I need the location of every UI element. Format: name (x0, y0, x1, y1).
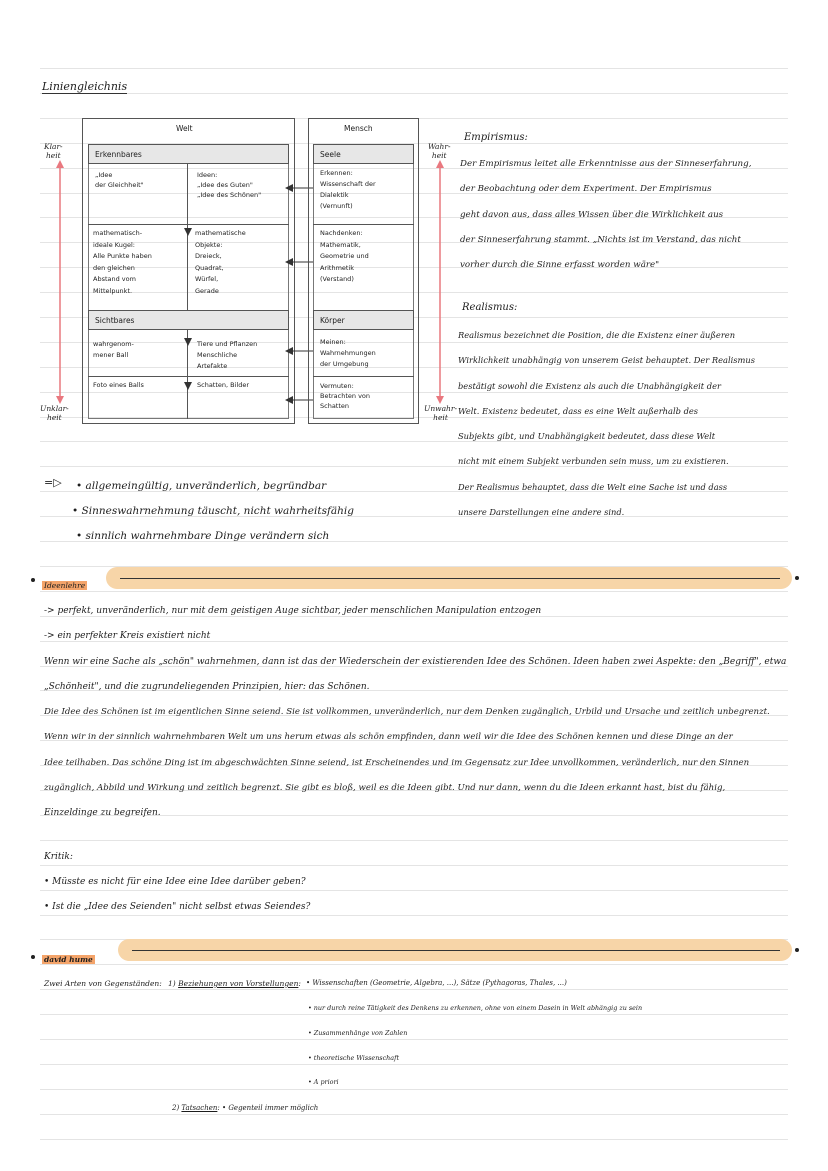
erkennbares-label: Erkennbares (95, 150, 142, 159)
hume-label: david hume (44, 955, 93, 964)
realismus-line: nicht mit einem Subjekt verbunden sein muss, um zu existieren. (458, 456, 729, 467)
welt-title: Welt (176, 124, 193, 133)
ruled-line (40, 1089, 788, 1090)
hume-banner (118, 939, 792, 961)
ruled-line (40, 1014, 788, 1015)
ideenlehre-banner (106, 567, 792, 589)
ruled-line (40, 1039, 788, 1040)
ideenlehre-line: Die Idee des Schönen ist im eigentlichen Sinne seiend. Sie ist vollkommen, unveränderlich, nur dem Denken zugänglich, Urbild und Ursache und zeitlich unbegrenzt. (44, 707, 770, 718)
cell-vermuten: Vermuten: Betrachten von Schatten (320, 382, 371, 410)
ruled-line (40, 890, 788, 891)
label-wahrheit: Wahr- heit (428, 142, 451, 160)
banner-rule (120, 578, 780, 579)
empirismus-line: vorher durch die Sinne erfasst worden wäre" (460, 260, 660, 271)
label-unwahrheit: Unwahr- heit (424, 404, 457, 422)
kritik-item: • Ist die „Idee des Seienden" nicht selbst etwas Seiendes? (44, 902, 311, 912)
cell-meinen: Meinen: Wahrnehmungen der Umgebung (320, 338, 376, 368)
cell-foto: Foto eines Balls (93, 381, 144, 389)
realismus-line: bestätigt sowohl die Existenz als auch die Unabhängigkeit der (458, 380, 721, 391)
mensch-title: Mensch (344, 124, 373, 133)
conclusion-bullet: • Sinneswahrnehmung täuscht, nicht wahrheitsfähig (72, 505, 354, 517)
cell-nachdenken: Nachdenken: Mathematik, Geometrie und Arithmetik (Verstand) (320, 229, 369, 283)
hume-item-1 (168, 979, 301, 988)
ruled-line (40, 865, 788, 866)
ideenlehre-line: Wenn wir in der sinnlich wahrnehmbaren Welt um uns herum etwas als schön empfinden, dann weil wir die Idee des Schönen kennen und diese Dinge an der (44, 732, 733, 743)
realismus-heading: Realismus: (462, 302, 518, 313)
hume-item-1-colon: : (298, 979, 301, 988)
conclusion-arrow: =▷ (44, 476, 62, 489)
ruled-line (40, 591, 788, 592)
hume-item-2-label: Tatsachen (181, 1104, 218, 1112)
ruled-line (40, 964, 788, 965)
kritik-heading: Kritik: (44, 852, 73, 862)
ruled-line (40, 840, 788, 841)
cell-ball: wahrgenom- mener Ball (93, 340, 134, 359)
label-klarheit: Klar- heit (44, 142, 63, 160)
hume-item-1-bullet: • nur durch reine Tätigkeit des Denkens zu erkennen, ohne von einem Dasein in Welt abhängig zu sein (308, 1004, 643, 1012)
cell-tiere: Tiere und Pflanzen Menschliche Artefakte (197, 340, 258, 370)
bullet-dot (795, 576, 799, 580)
hume-intro: Zwei Arten von Gegenständen: (44, 979, 162, 988)
hume-heading (42, 955, 95, 964)
empirismus-line: der Sinneserfahrung stammt. „Nichts ist im Verstand, das nicht (460, 234, 741, 245)
seele-label: Seele (320, 150, 341, 159)
ruled-line (40, 1064, 788, 1065)
ruled-line (40, 1139, 788, 1140)
banner-rule (132, 950, 780, 951)
empirismus-text (460, 152, 790, 278)
conclusion-text: sinnlich wahrnehmbare Dinge verändern sich (85, 530, 330, 542)
realismus-line: Der Realismus behauptet, dass die Welt eine Sache ist und dass (458, 481, 728, 492)
cell-schatten: Schatten, Bilder (197, 381, 250, 389)
realismus-line: unsere Darstellungen eine andere sind. (458, 507, 625, 518)
hume-item-1-bullet: • Wissenschaften (Geometrie, Algebra, ...), Sätze (Pythagoras, Thales, ...) (306, 979, 567, 987)
conclusion-bullet: • allgemeingültig, unveränderlich, begründbar (76, 480, 327, 492)
ideenlehre-line: -> ein perfekter Kreis existiert nicht (44, 631, 211, 642)
ruled-line (40, 68, 788, 69)
conclusion-text: Sinneswahrnehmung täuscht, nicht wahrheitsfähig (81, 505, 354, 517)
hume-item-1-num: 1) (168, 979, 176, 988)
ideenlehre-line: Idee teilhaben. Das schöne Ding ist im abgeschwächten Sinne seiend, ist Erscheinendes und im Gegensatz zur Idee unvollkommen, veränderlich, nur den Sinnen (44, 757, 750, 768)
hume-item-1-bullet: • A priori (308, 1078, 339, 1086)
ruled-line (40, 93, 788, 94)
truth-arrow (434, 160, 446, 404)
ideenlehre-line: Wenn wir eine Sache als „schön" wahrnehmen, dann ist das der Wiederschein der existierenden Idee des Schönen. Ideen haben zwei Aspekte: den „Begriff", etwa (44, 656, 787, 667)
realismus-line: Realismus bezeichnet die Position, die die Existenz einer äußeren (458, 330, 736, 340)
realismus-line: Wirklichkeit unabhängig von unserem Geist behauptet. Der Realismus (458, 355, 756, 366)
sichtbares-label: Sichtbares (95, 316, 135, 325)
empirismus-line: der Beobachtung oder dem Experiment. Der Empirismus (460, 184, 712, 195)
cell-idee-gleichheit: „Idee der Gleichheit" (95, 171, 144, 189)
ruled-line (40, 1114, 788, 1115)
hume-item-2-text: : • Gegenteil immer möglich (217, 1104, 319, 1112)
ideenlehre-text (44, 599, 792, 827)
cell-ideen: Ideen: „Idee des Guten" „Idee des Schönen" (197, 171, 262, 199)
empirismus-heading: Empirismus: (464, 132, 528, 143)
kritik-item: • Müsste es nicht für eine Idee eine Idee darüber geben? (44, 877, 306, 887)
mensch-row-divider-1 (313, 224, 414, 225)
conclusion-text: allgemeingültig, unveränderlich, begründbar (85, 480, 327, 492)
bullet-dot (795, 948, 799, 952)
mensch-row-divider-2 (313, 376, 414, 377)
label-unklarheit: Unklar- heit (40, 404, 69, 422)
ruled-line (40, 989, 788, 990)
ideenlehre-line: „Schönheit", und die zugrundeliegenden Prinzipien, hier: das Schönen. (44, 681, 370, 692)
ideenlehre-label: Ideenlehre (44, 581, 86, 590)
hume-item-2 (172, 1104, 318, 1112)
realismus-text (458, 323, 792, 525)
ruled-line (40, 915, 788, 916)
down-arrows-icon (182, 222, 194, 392)
ideenlehre-line: Einzeldinge zu begreifen. (44, 808, 161, 819)
realismus-line: Welt. Existenz bedeutet, dass es eine Welt außerhalb des (458, 405, 699, 416)
hume-item-1-bullet: • Zusammenhänge von Zahlen (308, 1029, 408, 1037)
cell-math-ideal: mathematisch- ideale Kugel: Alle Punkte haben den gleichen Abstand vom Mittelpunkt. (93, 229, 152, 295)
koerper-label: Körper (320, 316, 345, 325)
clarity-arrow (54, 160, 66, 404)
empirismus-line: geht davon aus, dass alles Wissen über die Wirklichkeit aus (460, 209, 724, 220)
cell-erkennen: Erkennen: Wissenschaft der Dialektik (Vernunft) (320, 169, 376, 210)
cell-math-objekte: mathematische Objekte: Dreieck, Quadrat, Würfel, Gerade (195, 229, 246, 295)
ideenlehre-heading (42, 581, 87, 590)
realismus-line: Subjekts gibt, und Unabhängigkeit bedeutet, dass diese Welt (458, 431, 716, 442)
ideenlehre-line: -> perfekt, unveränderlich, nur mit dem geistigen Auge sichtbar, jeder menschlichen Manipulation entzogen (44, 606, 542, 616)
hume-item-1-bullet: • theoretische Wissenschaft (308, 1054, 400, 1062)
conclusion-bullet: • sinnlich wahrnehmbare Dinge verändern sich (76, 530, 330, 542)
page-title: Liniengleichnis (42, 80, 128, 93)
empirismus-line: Der Empirismus leitet alle Erkenntnisse aus der Sinneserfahrung, (460, 159, 752, 169)
bullet-dot (31, 578, 35, 582)
ideenlehre-line: zugänglich, Abbild und Wirkung und zeitlich begrenzt. Sie gibt es bloß, weil es die Ideen gibt. Und nur dann, wenn du die Ideen erkannt hast, bist du fähig, (44, 783, 726, 794)
hume-item-2-num: 2) (172, 1104, 180, 1112)
hume-item-1-label: Beziehungen von Vorstellungen (178, 979, 299, 988)
bullet-dot (31, 955, 35, 959)
